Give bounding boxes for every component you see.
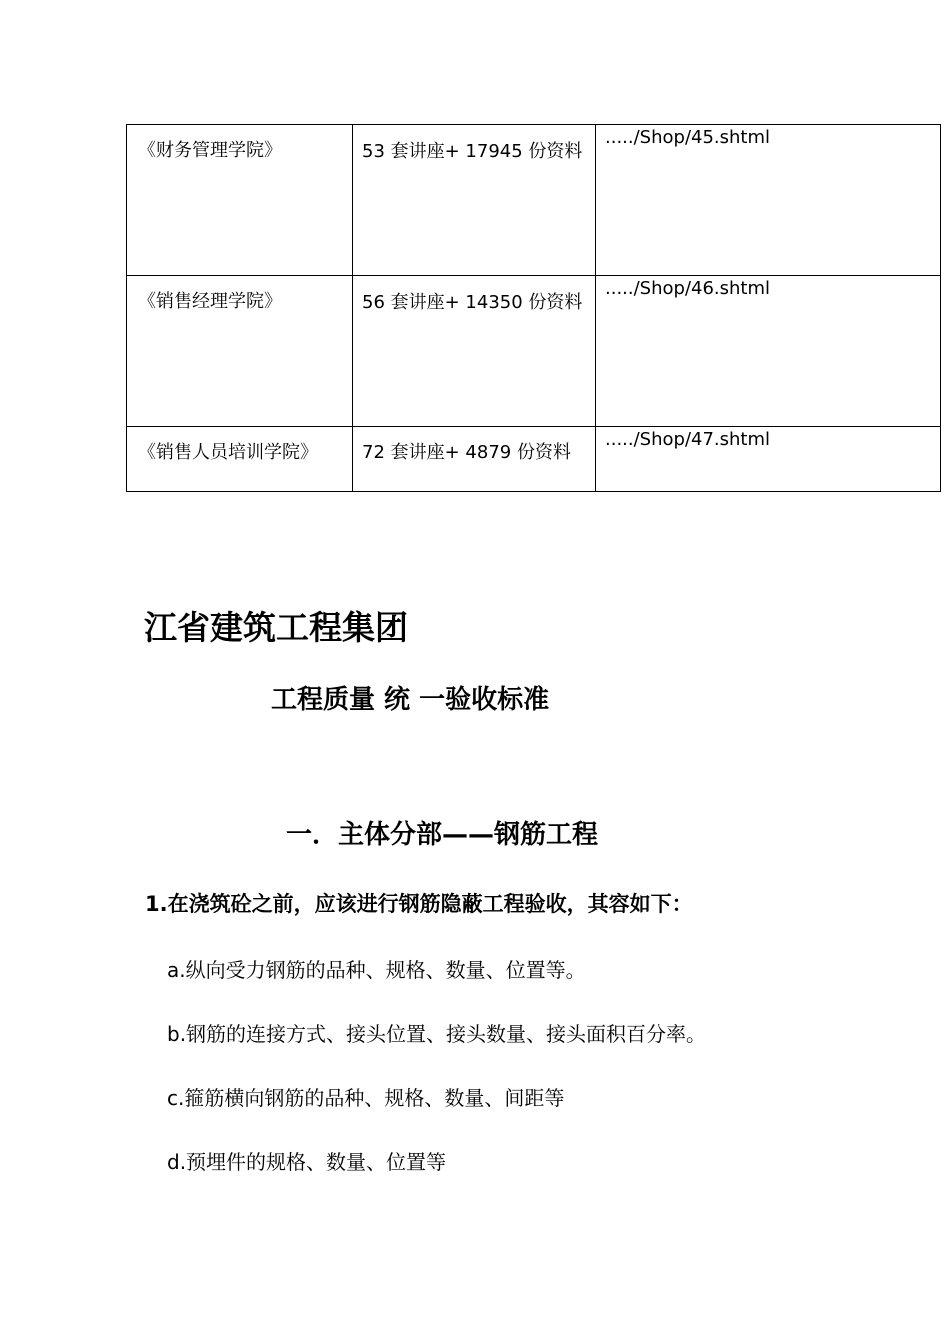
table-cell-link (596, 276, 941, 427)
college-name: 《销售人员培训学院》 (138, 442, 318, 463)
table-cell-name (127, 125, 353, 276)
table-cell-name (127, 427, 353, 492)
table-row (127, 276, 941, 427)
resource-count: 56 套讲座+ 14350 份资料 (362, 292, 583, 313)
table-cell-count (353, 427, 596, 492)
check-item-a: a.纵向受力钢筋的品种、规格、数量、位置等。 (167, 958, 586, 982)
shop-link[interactable]: ...../Shop/46.shtml (605, 278, 771, 299)
resource-count: 53 套讲座+ 17945 份资料 (362, 141, 583, 162)
company-title: 江省建筑工程集团 (144, 608, 408, 647)
item-heading: 1.在浇筑砼之前，应该进行钢筋隐蔽工程验收，其容如下： (145, 892, 693, 916)
table-cell-name (127, 276, 353, 427)
check-item-b: b.钢筋的连接方式、接头位置、接头数量、接头面积百分率。 (167, 1022, 707, 1046)
document-subtitle: 工程质量 统 一验收标准 (271, 685, 550, 715)
catalog-table (126, 124, 941, 492)
table-cell-link (596, 427, 941, 492)
resource-count: 72 套讲座+ 4879 份资料 (362, 442, 571, 463)
college-name: 《销售经理学院》 (138, 291, 282, 312)
table-row (127, 427, 941, 492)
shop-link[interactable]: ...../Shop/47.shtml (605, 429, 771, 450)
check-item-d: d.预埋件的规格、数量、位置等 (167, 1150, 447, 1174)
table-cell-count (353, 276, 596, 427)
shop-link[interactable]: ...../Shop/45.shtml (605, 127, 771, 148)
check-item-c: c.箍筋横向钢筋的品种、规格、数量、间距等 (167, 1086, 565, 1110)
section-heading: 一．主体分部——钢筋工程 (286, 820, 599, 850)
college-name: 《财务管理学院》 (138, 140, 282, 161)
table-cell-link (596, 125, 941, 276)
